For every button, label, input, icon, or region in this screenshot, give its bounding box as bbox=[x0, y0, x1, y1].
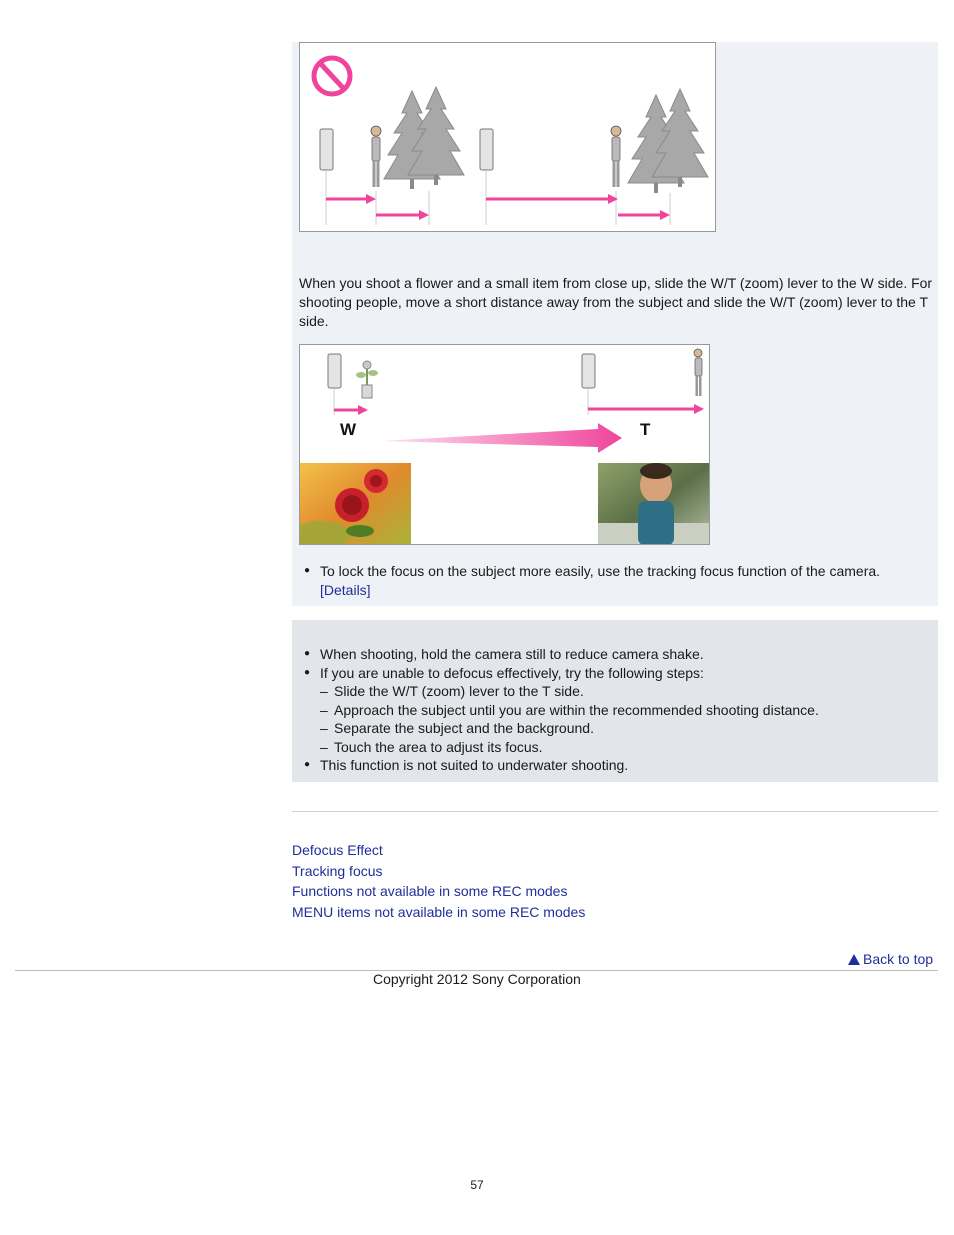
list-item: ● When shooting, hold the camera still to reduce camera shake. bbox=[300, 645, 930, 664]
rose-photo bbox=[300, 463, 411, 545]
prohibited-icon bbox=[314, 58, 350, 94]
person-icon bbox=[694, 349, 702, 396]
zoom-diagram bbox=[300, 345, 710, 545]
camera-icon bbox=[582, 354, 595, 388]
related-link-tracking-focus[interactable]: Tracking focus bbox=[292, 862, 383, 879]
person-icon bbox=[611, 126, 621, 187]
w-label: W bbox=[340, 420, 357, 439]
related-links bbox=[292, 840, 585, 923]
description-text: When you shoot a flower and a small item from close up, slide the W/T (zoom) lever to the W side. For shooting people, move a short distance away from the subject and slide the W/T (zoom) lever to the T side. bbox=[299, 275, 933, 329]
step-item: – Approach the subject until you are within the recommended shooting distance. bbox=[300, 701, 930, 720]
zoom-lever-figure bbox=[299, 344, 710, 545]
related-link-defocus-effect[interactable]: Defocus Effect bbox=[292, 842, 383, 858]
details-link[interactable]: [Details] bbox=[320, 581, 371, 598]
t-label: T bbox=[640, 420, 651, 439]
flower-icon bbox=[356, 361, 378, 398]
prohibited-diagram bbox=[300, 43, 716, 232]
divider bbox=[292, 811, 938, 812]
step-item: – Separate the subject and the background. bbox=[300, 719, 930, 738]
list-item: ● This function is not suited to underwater shooting. bbox=[300, 756, 930, 775]
up-triangle-icon bbox=[848, 954, 860, 965]
related-link-menu-items-not-available[interactable]: MENU items not available in some REC modes bbox=[292, 904, 586, 921]
tip-list bbox=[300, 562, 930, 599]
step-item: – Touch the area to adjust its focus. bbox=[300, 738, 930, 757]
page-number: 57 bbox=[470, 1178, 484, 1192]
camera-icon bbox=[320, 129, 333, 170]
list-item bbox=[300, 562, 930, 599]
list-item: ● If you are unable to defocus effectively, try the following steps: bbox=[300, 664, 930, 683]
notes-list bbox=[300, 645, 930, 775]
camera-icon bbox=[480, 129, 493, 170]
camera-icon bbox=[328, 354, 341, 388]
zoom-arrow bbox=[380, 423, 622, 453]
prohibited-distance-figure bbox=[299, 42, 716, 232]
child-photo bbox=[598, 463, 710, 545]
person-icon bbox=[371, 126, 381, 187]
tip-text: To lock the focus on the subject more easily, use the tracking focus function of the camera. bbox=[320, 563, 881, 579]
related-link-functions-not-available[interactable]: Functions not available in some REC modes bbox=[292, 883, 568, 900]
back-to-top-link[interactable] bbox=[848, 951, 933, 967]
back-to-top-label: Back to top bbox=[863, 951, 934, 967]
copyright-text: Copyright 2012 Sony Corporation bbox=[373, 971, 581, 987]
step-item: – Slide the W/T (zoom) lever to the T side. bbox=[300, 682, 930, 701]
